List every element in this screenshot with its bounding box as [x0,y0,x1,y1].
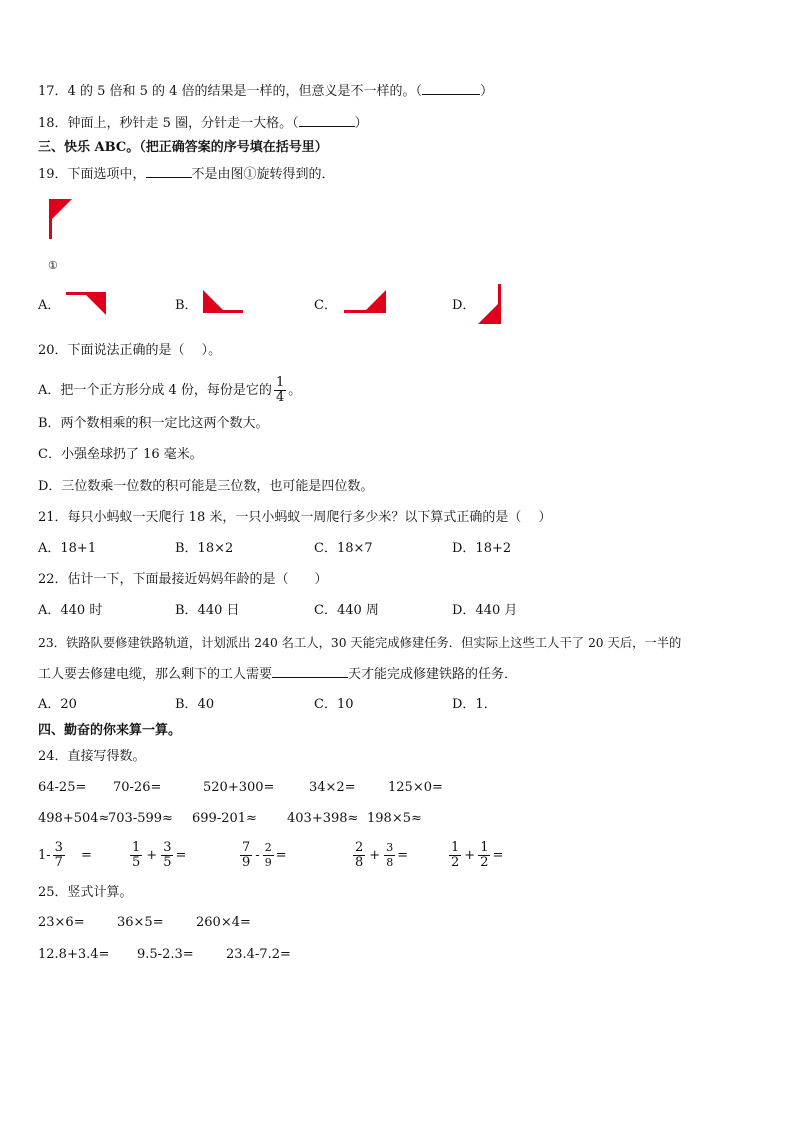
calc-item: 9.5-2.3= [137,947,194,962]
q21-option-d[interactable]: D．18+2 [452,541,512,556]
question-25-stem: 25．竖式计算。 [38,885,133,900]
q22-option-c[interactable]: C．440 周 [314,603,379,618]
q21-option-b[interactable]: B．18×2 [175,541,234,556]
fraction: $\frac{1}{2}$ [451,840,460,870]
question-22-stem: 22．估计一下，下面最接近妈妈年龄的是（ ） [38,572,328,587]
flag-figure-1 [48,197,78,243]
option-d-label[interactable]: D． [452,298,476,313]
q22-option-d[interactable]: D．440 月 [452,603,518,618]
question-21-stem: 21．每只小蚂蚁一天爬行 18 米，一只小蚂蚁一周爬行多少米？以下算式正确的是（ ） [38,510,552,525]
calc-item: 70-26= [113,780,162,795]
q21-option-c[interactable]: C．18×7 [314,541,373,556]
flag-option-d[interactable] [476,282,506,328]
fraction: $\frac{7}{9}$ [242,840,251,870]
question-20-stem: 20．下面说法正确的是（ ）。 [38,343,222,358]
q23-option-d[interactable]: D．1． [452,697,497,712]
option-b-label[interactable]: B． [175,298,198,313]
question-20-option-a[interactable]: A．把一个正方形分成 4 份，每份是它的 $\frac{1}{4}$ 。 [38,375,302,405]
answer-blank[interactable] [272,665,348,678]
fraction-expression-3: $\frac{7}{9}$ - $\frac{2}{9}$ = [242,840,287,870]
option-a-label[interactable]: A． [38,298,61,313]
calc-item: 12.8+3.4= [38,947,110,962]
fraction-expression-5: $\frac{1}{2}$ + $\frac{1}{2}$ = [451,840,504,870]
calc-item: 498+504≈ [38,811,110,826]
fraction-expression-1: 1- $\frac{3}{7}$ = [38,840,92,870]
fraction-expression-2: $\frac{1}{5}$ + $\frac{3}{5}$ = [132,840,187,870]
question-23-line2: 工人要去修建电缆，那么剩下的工人需要 天才能完成修建铁路的任务． [38,667,518,682]
question-19: 19．下面选项中， 不是由图①旋转得到的． [38,167,335,182]
calc-item: 23×6= [38,915,85,930]
question-24-stem: 24．直接写得数。 [38,749,146,764]
q23-option-a[interactable]: A．20 [38,697,77,712]
calc-item: 125×0= [388,780,443,795]
option-c-label[interactable]: C． [314,298,337,313]
fraction: $\frac{1}{5}$ [132,840,141,870]
question-20-option-b[interactable]: B．两个数相乘的积一定比这两个数大。 [38,416,269,431]
question-23-line1: 23．铁路队要修建铁路轨道，计划派出 240 名工人，30 天能完成修建任务．但实际上这些工人干了 20 天后，一半的 [38,636,682,650]
calc-item: 34×2= [309,780,356,795]
answer-blank[interactable] [299,114,355,127]
figure-label: ① [48,259,58,272]
fraction: $\frac{2}{9}$ [264,841,272,869]
question-20-option-c[interactable]: C．小强垒球扔了 16 毫米。 [38,447,203,462]
section-4-heading: 四、勤奋的你来算一算。 [38,723,182,738]
fraction: $\frac{3}{5}$ [163,840,172,870]
fraction: $\frac{3}{8}$ [386,841,394,869]
fraction: $\frac{1}{4}$ [275,375,285,405]
calc-item: 520+300= [203,780,275,795]
calc-item: 36×5= [117,915,164,930]
question-20-option-d[interactable]: D．三位数乘一位数的积可能是三位数，也可能是四位数。 [38,479,374,494]
flag-option-b[interactable] [201,288,247,316]
calc-item: 260×4= [196,915,251,930]
answer-blank[interactable] [422,82,480,95]
calc-item: 198×5≈ [367,811,422,826]
calc-item: 699-201≈ [192,811,257,826]
question-17: 17．4 的 5 倍和 5 的 4 倍的结果是一样的，但意义是不一样的。（ ） [38,84,494,99]
q22-option-a[interactable]: A．440 时 [38,603,103,618]
flag-option-a[interactable] [64,290,110,318]
calc-item: 64-25= [38,780,87,795]
q22-option-b[interactable]: B．440 日 [175,603,240,618]
fraction: $\frac{1}{2}$ [480,840,489,870]
section-3-heading: 三、快乐 ABC。（把正确答案的序号填在括号里） [38,140,328,155]
fraction: $\frac{2}{8}$ [355,840,364,870]
fraction-expression-4: $\frac{2}{8}$ + $\frac{3}{8}$ = [355,840,409,870]
answer-blank[interactable] [146,165,192,178]
calc-item: 23.4-7.2= [226,947,291,962]
q23-option-c[interactable]: C．10 [314,697,354,712]
fraction: $\frac{3}{7}$ [54,840,63,870]
q23-option-b[interactable]: B．40 [175,697,215,712]
calc-item: 703-599≈ [108,811,173,826]
flag-option-c[interactable] [342,288,390,316]
q21-option-a[interactable]: A．18+1 [38,541,97,556]
question-18: 18．钟面上，秒针走 5 圈，分针走一大格。（ ） [38,116,368,131]
calc-item: 403+398≈ [287,811,359,826]
